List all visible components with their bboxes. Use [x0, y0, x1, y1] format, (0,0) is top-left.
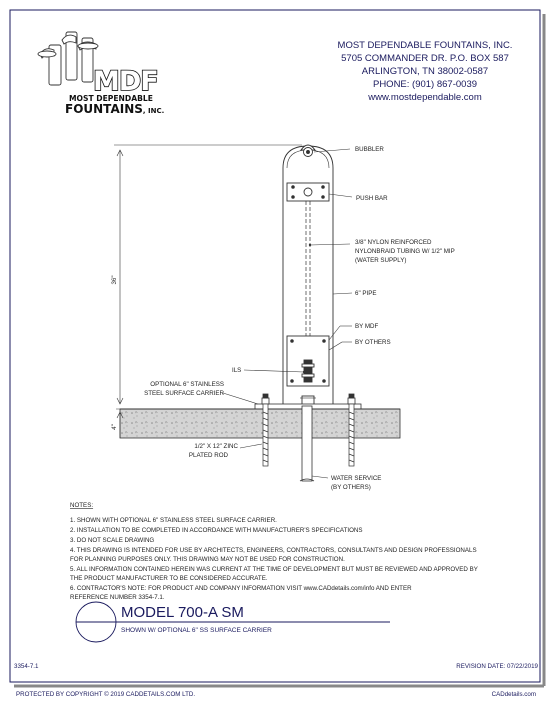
fountain-pedestal: [283, 145, 333, 406]
note-line: 5. ALL INFORMATION CONTAINED HEREIN WAS CURRENT AT THE TIME OF DEVELOPMENT BUT MUST BE REVIEWED AND APPROVED BY: [70, 566, 478, 573]
label-tubing-2: NYLONBRAID TUBING W/ 1/2" MIP: [355, 248, 455, 255]
logo-line1: MOST DEPENDABLE: [69, 94, 153, 103]
label-rod-1: 1/2" X 12" ZINC: [194, 443, 238, 450]
concrete-slab: [120, 409, 400, 438]
label-ils: ILS: [232, 367, 242, 374]
note-line: 3. DO NOT SCALE DRAWING: [70, 537, 155, 544]
caddetails-link[interactable]: CADdetails.com: [491, 691, 536, 698]
label-tubing-3: (WATER SUPPLY): [355, 257, 407, 264]
label-carrier-1: OPTIONAL 6" STAINLESS: [150, 381, 224, 388]
company-address-1: 5705 COMMANDER DR. P.O. BOX 587: [341, 53, 509, 64]
copyright: PROTECTED BY COPYRIGHT © 2019 CADDETAILS.COM LTD.: [16, 691, 196, 698]
note-line: 4. THIS DRAWING IS INTENDED FOR USE BY ARCHITECTS, ENGINEERS, CONTRACTORS, CONSULTANTS AND DESIGN PROFESSIONALS: [70, 547, 477, 554]
note-line: 1. SHOWN WITH OPTIONAL 6" STAINLESS STEEL SURFACE CARRIER.: [70, 517, 277, 524]
company-name: MOST DEPENDABLE FOUNTAINS, INC.: [337, 40, 513, 51]
revision-date: REVISION DATE: 07/22/2019: [456, 663, 538, 670]
model-title: MODEL 700-A SM: [121, 604, 244, 621]
label-water-1: WATER SERVICE: [331, 475, 382, 482]
water-service-pipe: [300, 406, 314, 481]
label-rod-2: PLATED ROD: [188, 452, 228, 459]
note-line: 2. INSTALLATION TO BE COMPLETED IN ACCORDANCE WITH MANUFACTURER'S SPECIFICATIONS: [70, 527, 363, 534]
company-phone: PHONE: (901) 867-0039: [372, 79, 478, 90]
company-website[interactable]: www.mostdependable.com: [368, 92, 482, 103]
label-bubbler: BUBBLER: [355, 146, 384, 153]
model-subtitle: SHOWN W/ OPTIONAL 6" SS SURFACE CARRIER: [121, 627, 272, 634]
label-pipe: 6" PIPE: [355, 290, 377, 297]
note-line: FOR PLANNING PURPOSES ONLY. THIS DRAWING MAY NOT BE USED FOR CONSTRUCTION.: [70, 556, 345, 563]
logo-line2: FOUNTAINS, INC.: [65, 102, 165, 116]
label-by-others: BY OTHERS: [355, 339, 391, 346]
logo-mark: MDF: [93, 66, 158, 97]
note-line: THE PRODUCT MANUFACTURER TO BE CONSIDERED ACCURATE.: [70, 575, 268, 582]
slab-dimension: 4": [111, 424, 118, 430]
height-dimension: 36": [111, 275, 118, 285]
note-line: REFERENCE NUMBER 3354-7.1.: [70, 594, 165, 601]
notes-heading: NOTES:: [70, 502, 94, 509]
company-address-2: ARLINGTON, TN 38002-0587: [361, 66, 489, 77]
note-line: 6. CONTRACTOR'S NOTE: FOR PRODUCT AND COMPANY INFORMATION VISIT www.CADdetails.com/info AND ENTER: [70, 585, 412, 592]
label-carrier-2: STEEL SURFACE CARRIER: [144, 390, 224, 397]
label-push-bar: PUSH BAR: [356, 195, 388, 202]
ils-valve: [304, 360, 312, 382]
label-water-2: (BY OTHERS): [331, 484, 371, 491]
label-tubing-1: 3/8" NYLON REINFORCED: [355, 239, 432, 246]
label-by-mdf: BY MDF: [355, 323, 379, 330]
reference-number: 3354-7.1: [14, 663, 39, 670]
